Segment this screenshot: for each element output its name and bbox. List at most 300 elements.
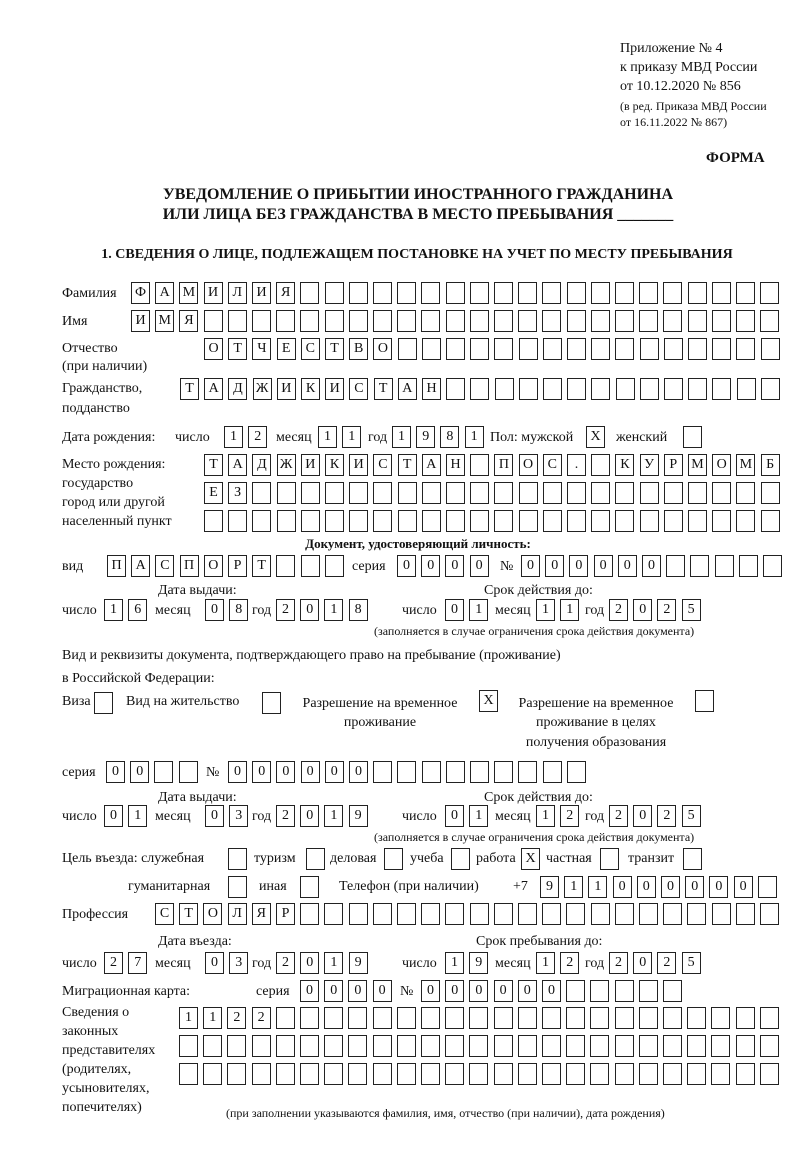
char-cell[interactable]: 1	[469, 599, 488, 621]
char-cell[interactable]	[324, 1007, 343, 1029]
char-cell[interactable]	[276, 1063, 295, 1085]
char-cell[interactable]	[300, 282, 319, 304]
char-cell[interactable]: 2	[252, 1007, 271, 1029]
char-cell[interactable]: 2	[657, 599, 676, 621]
char-cell[interactable]: 0	[521, 555, 540, 577]
char-cell[interactable]: 5	[682, 599, 701, 621]
char-cell[interactable]: 2	[657, 952, 676, 974]
char-cell[interactable]: С	[301, 338, 320, 360]
char-cell[interactable]	[695, 690, 714, 712]
char-cell[interactable]	[446, 282, 465, 304]
char-cell[interactable]	[615, 1007, 634, 1029]
char-cell[interactable]: С	[543, 454, 562, 476]
char-cell[interactable]: Д	[228, 378, 247, 400]
char-cell[interactable]: 0	[205, 805, 224, 827]
char-cell[interactable]: 1	[536, 599, 555, 621]
char-cell[interactable]	[640, 338, 659, 360]
char-cell[interactable]: 9	[540, 876, 559, 898]
char-cell[interactable]	[663, 1035, 682, 1057]
char-cell[interactable]: У	[640, 454, 659, 476]
char-cell[interactable]: Я	[252, 903, 271, 925]
char-cell[interactable]	[542, 1007, 561, 1029]
char-cell[interactable]	[615, 980, 634, 1002]
char-cell[interactable]: Л	[228, 903, 247, 925]
char-cell[interactable]	[397, 761, 416, 783]
char-cell[interactable]: 7	[128, 952, 147, 974]
char-cell[interactable]: О	[204, 338, 223, 360]
char-cell[interactable]	[639, 310, 658, 332]
char-cell[interactable]	[761, 482, 780, 504]
char-cell[interactable]	[470, 510, 489, 532]
char-cell[interactable]	[397, 1063, 416, 1085]
char-cell[interactable]	[736, 1063, 755, 1085]
char-cell[interactable]	[203, 1035, 222, 1057]
char-cell[interactable]: О	[519, 454, 538, 476]
char-cell[interactable]: 2	[560, 952, 579, 974]
char-cell[interactable]	[543, 378, 562, 400]
char-cell[interactable]	[664, 378, 683, 400]
char-cell[interactable]	[542, 1063, 561, 1085]
char-cell[interactable]: X	[586, 426, 605, 448]
char-cell[interactable]	[663, 980, 682, 1002]
char-cell[interactable]	[422, 338, 441, 360]
char-cell[interactable]: 1	[564, 876, 583, 898]
char-cell[interactable]	[600, 848, 619, 870]
char-cell[interactable]: 0	[301, 761, 320, 783]
char-cell[interactable]	[663, 1063, 682, 1085]
char-cell[interactable]	[421, 282, 440, 304]
char-cell[interactable]: 0	[421, 555, 440, 577]
char-cell[interactable]: 8	[440, 426, 459, 448]
char-cell[interactable]: В	[349, 338, 368, 360]
char-cell[interactable]: П	[107, 555, 126, 577]
char-cell[interactable]	[615, 903, 634, 925]
char-cell[interactable]: 0	[130, 761, 149, 783]
char-cell[interactable]	[421, 1035, 440, 1057]
char-cell[interactable]: 9	[416, 426, 435, 448]
char-cell[interactable]	[325, 310, 344, 332]
char-cell[interactable]: 1	[465, 426, 484, 448]
char-cell[interactable]: О	[373, 338, 392, 360]
char-cell[interactable]	[262, 692, 281, 714]
char-cell[interactable]	[384, 848, 403, 870]
char-cell[interactable]: С	[373, 454, 392, 476]
char-cell[interactable]	[470, 903, 489, 925]
char-cell[interactable]: О	[203, 903, 222, 925]
char-cell[interactable]: 0	[325, 761, 344, 783]
char-cell[interactable]: С	[349, 378, 368, 400]
char-cell[interactable]	[373, 510, 392, 532]
char-cell[interactable]: 2	[227, 1007, 246, 1029]
char-cell[interactable]: 9	[469, 952, 488, 974]
char-cell[interactable]	[639, 1007, 658, 1029]
char-cell[interactable]: 1	[179, 1007, 198, 1029]
char-cell[interactable]	[736, 903, 755, 925]
char-cell[interactable]	[446, 378, 465, 400]
char-cell[interactable]	[543, 338, 562, 360]
char-cell[interactable]: 1	[469, 805, 488, 827]
char-cell[interactable]: 1	[224, 426, 243, 448]
char-cell[interactable]: Ж	[253, 378, 272, 400]
char-cell[interactable]	[446, 761, 465, 783]
char-cell[interactable]	[470, 378, 489, 400]
char-cell[interactable]: 0	[469, 980, 488, 1002]
char-cell[interactable]: П	[494, 454, 513, 476]
char-cell[interactable]	[179, 1063, 198, 1085]
char-cell[interactable]	[567, 761, 586, 783]
char-cell[interactable]: 2	[609, 805, 628, 827]
char-cell[interactable]	[306, 848, 325, 870]
char-cell[interactable]: 0	[276, 761, 295, 783]
char-cell[interactable]: И	[204, 282, 223, 304]
char-cell[interactable]: Я	[276, 282, 295, 304]
char-cell[interactable]	[397, 1035, 416, 1057]
char-cell[interactable]	[640, 510, 659, 532]
char-cell[interactable]	[518, 903, 537, 925]
char-cell[interactable]	[94, 692, 113, 714]
char-cell[interactable]: О	[204, 555, 223, 577]
char-cell[interactable]	[615, 510, 634, 532]
char-cell[interactable]	[639, 980, 658, 1002]
char-cell[interactable]	[640, 482, 659, 504]
char-cell[interactable]: 0	[633, 805, 652, 827]
char-cell[interactable]	[203, 1063, 222, 1085]
char-cell[interactable]	[446, 338, 465, 360]
char-cell[interactable]	[469, 1007, 488, 1029]
char-cell[interactable]	[421, 1007, 440, 1029]
char-cell[interactable]: К	[301, 378, 320, 400]
char-cell[interactable]: А	[155, 282, 174, 304]
char-cell[interactable]	[348, 1063, 367, 1085]
char-cell[interactable]	[566, 1063, 585, 1085]
char-cell[interactable]	[470, 338, 489, 360]
char-cell[interactable]: 1	[342, 426, 361, 448]
char-cell[interactable]: X	[521, 848, 540, 870]
char-cell[interactable]	[252, 482, 271, 504]
char-cell[interactable]: Т	[374, 378, 393, 400]
char-cell[interactable]	[494, 282, 513, 304]
char-cell[interactable]	[276, 1007, 295, 1029]
char-cell[interactable]	[664, 510, 683, 532]
char-cell[interactable]	[542, 310, 561, 332]
char-cell[interactable]	[736, 338, 755, 360]
char-cell[interactable]	[711, 1035, 730, 1057]
char-cell[interactable]	[639, 903, 658, 925]
char-cell[interactable]: А	[398, 378, 417, 400]
char-cell[interactable]	[663, 310, 682, 332]
char-cell[interactable]	[591, 310, 610, 332]
char-cell[interactable]	[566, 1035, 585, 1057]
char-cell[interactable]	[301, 555, 320, 577]
char-cell[interactable]	[252, 310, 271, 332]
char-cell[interactable]	[397, 310, 416, 332]
char-cell[interactable]: 0	[518, 980, 537, 1002]
char-cell[interactable]	[519, 338, 538, 360]
char-cell[interactable]	[349, 310, 368, 332]
char-cell[interactable]: 2	[560, 805, 579, 827]
char-cell[interactable]	[543, 761, 562, 783]
char-cell[interactable]	[469, 1063, 488, 1085]
char-cell[interactable]	[445, 1035, 464, 1057]
char-cell[interactable]: 0	[106, 761, 125, 783]
char-cell[interactable]: 0	[633, 952, 652, 974]
char-cell[interactable]: 0	[613, 876, 632, 898]
char-cell[interactable]	[373, 1007, 392, 1029]
char-cell[interactable]: 0	[300, 980, 319, 1002]
char-cell[interactable]	[325, 555, 344, 577]
char-cell[interactable]: С	[155, 903, 174, 925]
char-cell[interactable]	[739, 555, 758, 577]
char-cell[interactable]	[325, 510, 344, 532]
char-cell[interactable]	[228, 310, 247, 332]
char-cell[interactable]: 5	[682, 805, 701, 827]
char-cell[interactable]: 0	[445, 805, 464, 827]
char-cell[interactable]: Ж	[277, 454, 296, 476]
char-cell[interactable]	[591, 282, 610, 304]
char-cell[interactable]: 0	[104, 805, 123, 827]
char-cell[interactable]	[567, 482, 586, 504]
char-cell[interactable]: Л	[228, 282, 247, 304]
char-cell[interactable]: 1	[392, 426, 411, 448]
char-cell[interactable]	[518, 1035, 537, 1057]
char-cell[interactable]: 0	[228, 761, 247, 783]
char-cell[interactable]	[470, 454, 489, 476]
char-cell[interactable]	[666, 555, 685, 577]
char-cell[interactable]: И	[131, 310, 150, 332]
char-cell[interactable]	[688, 338, 707, 360]
char-cell[interactable]: 0	[569, 555, 588, 577]
char-cell[interactable]: Р	[664, 454, 683, 476]
char-cell[interactable]: С	[155, 555, 174, 577]
char-cell[interactable]	[445, 1063, 464, 1085]
char-cell[interactable]	[446, 310, 465, 332]
char-cell[interactable]	[663, 1007, 682, 1029]
char-cell[interactable]	[324, 1035, 343, 1057]
char-cell[interactable]	[591, 482, 610, 504]
char-cell[interactable]: 9	[349, 952, 368, 974]
char-cell[interactable]: 0	[205, 952, 224, 974]
char-cell[interactable]	[687, 1063, 706, 1085]
char-cell[interactable]	[591, 378, 610, 400]
char-cell[interactable]	[228, 876, 247, 898]
char-cell[interactable]	[494, 1007, 513, 1029]
char-cell[interactable]	[494, 338, 513, 360]
char-cell[interactable]	[591, 510, 610, 532]
char-cell[interactable]	[615, 282, 634, 304]
char-cell[interactable]	[690, 555, 709, 577]
char-cell[interactable]	[567, 310, 586, 332]
char-cell[interactable]	[760, 903, 779, 925]
char-cell[interactable]	[494, 903, 513, 925]
char-cell[interactable]	[615, 338, 634, 360]
char-cell[interactable]: 0	[633, 599, 652, 621]
char-cell[interactable]	[495, 378, 514, 400]
char-cell[interactable]	[712, 378, 731, 400]
char-cell[interactable]: 1	[324, 599, 343, 621]
char-cell[interactable]	[446, 510, 465, 532]
char-cell[interactable]: 2	[276, 805, 295, 827]
char-cell[interactable]	[373, 903, 392, 925]
char-cell[interactable]	[373, 1035, 392, 1057]
char-cell[interactable]	[567, 510, 586, 532]
char-cell[interactable]: 0	[300, 599, 319, 621]
char-cell[interactable]	[276, 310, 295, 332]
char-cell[interactable]	[711, 1007, 730, 1029]
char-cell[interactable]	[683, 426, 702, 448]
char-cell[interactable]: 6	[128, 599, 147, 621]
char-cell[interactable]	[348, 1035, 367, 1057]
char-cell[interactable]: Т	[252, 555, 271, 577]
char-cell[interactable]: А	[204, 378, 223, 400]
char-cell[interactable]	[451, 848, 470, 870]
char-cell[interactable]	[687, 1035, 706, 1057]
char-cell[interactable]	[761, 510, 780, 532]
char-cell[interactable]	[736, 482, 755, 504]
char-cell[interactable]	[154, 761, 173, 783]
char-cell[interactable]	[615, 482, 634, 504]
char-cell[interactable]	[663, 903, 682, 925]
char-cell[interactable]	[421, 903, 440, 925]
char-cell[interactable]: Е	[204, 482, 223, 504]
char-cell[interactable]	[712, 903, 731, 925]
char-cell[interactable]	[494, 1035, 513, 1057]
char-cell[interactable]: Н	[446, 454, 465, 476]
char-cell[interactable]	[397, 282, 416, 304]
char-cell[interactable]: И	[349, 454, 368, 476]
char-cell[interactable]	[325, 482, 344, 504]
char-cell[interactable]: И	[325, 378, 344, 400]
char-cell[interactable]	[566, 980, 585, 1002]
char-cell[interactable]: 0	[348, 980, 367, 1002]
char-cell[interactable]: 1	[104, 599, 123, 621]
char-cell[interactable]: 2	[248, 426, 267, 448]
char-cell[interactable]	[518, 761, 537, 783]
char-cell[interactable]	[373, 482, 392, 504]
char-cell[interactable]	[663, 282, 682, 304]
char-cell[interactable]: Т	[204, 454, 223, 476]
char-cell[interactable]	[519, 378, 538, 400]
char-cell[interactable]	[373, 282, 392, 304]
char-cell[interactable]	[252, 510, 271, 532]
char-cell[interactable]	[712, 338, 731, 360]
char-cell[interactable]	[664, 338, 683, 360]
char-cell[interactable]: 5	[682, 952, 701, 974]
char-cell[interactable]: И	[252, 282, 271, 304]
char-cell[interactable]: 1	[445, 952, 464, 974]
char-cell[interactable]	[760, 282, 779, 304]
char-cell[interactable]	[252, 1063, 271, 1085]
char-cell[interactable]	[590, 1035, 609, 1057]
char-cell[interactable]	[349, 903, 368, 925]
char-cell[interactable]	[179, 761, 198, 783]
char-cell[interactable]	[494, 310, 513, 332]
char-cell[interactable]	[687, 1007, 706, 1029]
char-cell[interactable]: 0	[324, 980, 343, 1002]
char-cell[interactable]	[761, 338, 780, 360]
char-cell[interactable]	[179, 1035, 198, 1057]
char-cell[interactable]	[566, 1007, 585, 1029]
char-cell[interactable]: 0	[349, 761, 368, 783]
char-cell[interactable]	[590, 980, 609, 1002]
char-cell[interactable]	[373, 310, 392, 332]
char-cell[interactable]: 2	[609, 599, 628, 621]
char-cell[interactable]	[688, 482, 707, 504]
char-cell[interactable]	[228, 848, 247, 870]
char-cell[interactable]: Б	[761, 454, 780, 476]
char-cell[interactable]: Р	[228, 555, 247, 577]
char-cell[interactable]	[421, 1063, 440, 1085]
char-cell[interactable]	[543, 482, 562, 504]
char-cell[interactable]: И	[301, 454, 320, 476]
char-cell[interactable]	[397, 1007, 416, 1029]
char-cell[interactable]	[277, 510, 296, 532]
char-cell[interactable]	[712, 510, 731, 532]
char-cell[interactable]	[422, 510, 441, 532]
char-cell[interactable]	[736, 310, 755, 332]
char-cell[interactable]: З	[228, 482, 247, 504]
char-cell[interactable]: 1	[324, 952, 343, 974]
char-cell[interactable]	[228, 510, 247, 532]
char-cell[interactable]	[398, 482, 417, 504]
char-cell[interactable]: X	[479, 690, 498, 712]
char-cell[interactable]: 3	[229, 805, 248, 827]
char-cell[interactable]: Т	[325, 338, 344, 360]
char-cell[interactable]: 2	[609, 952, 628, 974]
char-cell[interactable]: Ч	[252, 338, 271, 360]
char-cell[interactable]	[591, 338, 610, 360]
char-cell[interactable]	[711, 1063, 730, 1085]
char-cell[interactable]	[519, 482, 538, 504]
char-cell[interactable]	[494, 510, 513, 532]
char-cell[interactable]	[494, 482, 513, 504]
char-cell[interactable]: А	[422, 454, 441, 476]
char-cell[interactable]: Ф	[131, 282, 150, 304]
char-cell[interactable]: К	[615, 454, 634, 476]
char-cell[interactable]	[760, 1063, 779, 1085]
char-cell[interactable]	[518, 1063, 537, 1085]
char-cell[interactable]: 1	[203, 1007, 222, 1029]
char-cell[interactable]	[615, 1063, 634, 1085]
char-cell[interactable]: 0	[300, 952, 319, 974]
char-cell[interactable]: О	[712, 454, 731, 476]
char-cell[interactable]	[736, 510, 755, 532]
char-cell[interactable]: 1	[536, 805, 555, 827]
char-cell[interactable]	[470, 761, 489, 783]
char-cell[interactable]	[445, 1007, 464, 1029]
char-cell[interactable]: 1	[128, 805, 147, 827]
char-cell[interactable]: .	[567, 454, 586, 476]
char-cell[interactable]: 0	[545, 555, 564, 577]
char-cell[interactable]: Т	[180, 378, 199, 400]
char-cell[interactable]	[470, 482, 489, 504]
char-cell[interactable]	[349, 282, 368, 304]
char-cell[interactable]	[252, 1035, 271, 1057]
char-cell[interactable]	[277, 482, 296, 504]
char-cell[interactable]: 0	[445, 599, 464, 621]
char-cell[interactable]	[422, 482, 441, 504]
char-cell[interactable]: М	[155, 310, 174, 332]
char-cell[interactable]: 0	[373, 980, 392, 1002]
char-cell[interactable]	[276, 555, 295, 577]
char-cell[interactable]	[276, 1035, 295, 1057]
char-cell[interactable]: 0	[205, 599, 224, 621]
char-cell[interactable]: 1	[588, 876, 607, 898]
char-cell[interactable]	[300, 1063, 319, 1085]
char-cell[interactable]: 2	[276, 952, 295, 974]
char-cell[interactable]: К	[325, 454, 344, 476]
char-cell[interactable]	[736, 1035, 755, 1057]
char-cell[interactable]	[688, 378, 707, 400]
